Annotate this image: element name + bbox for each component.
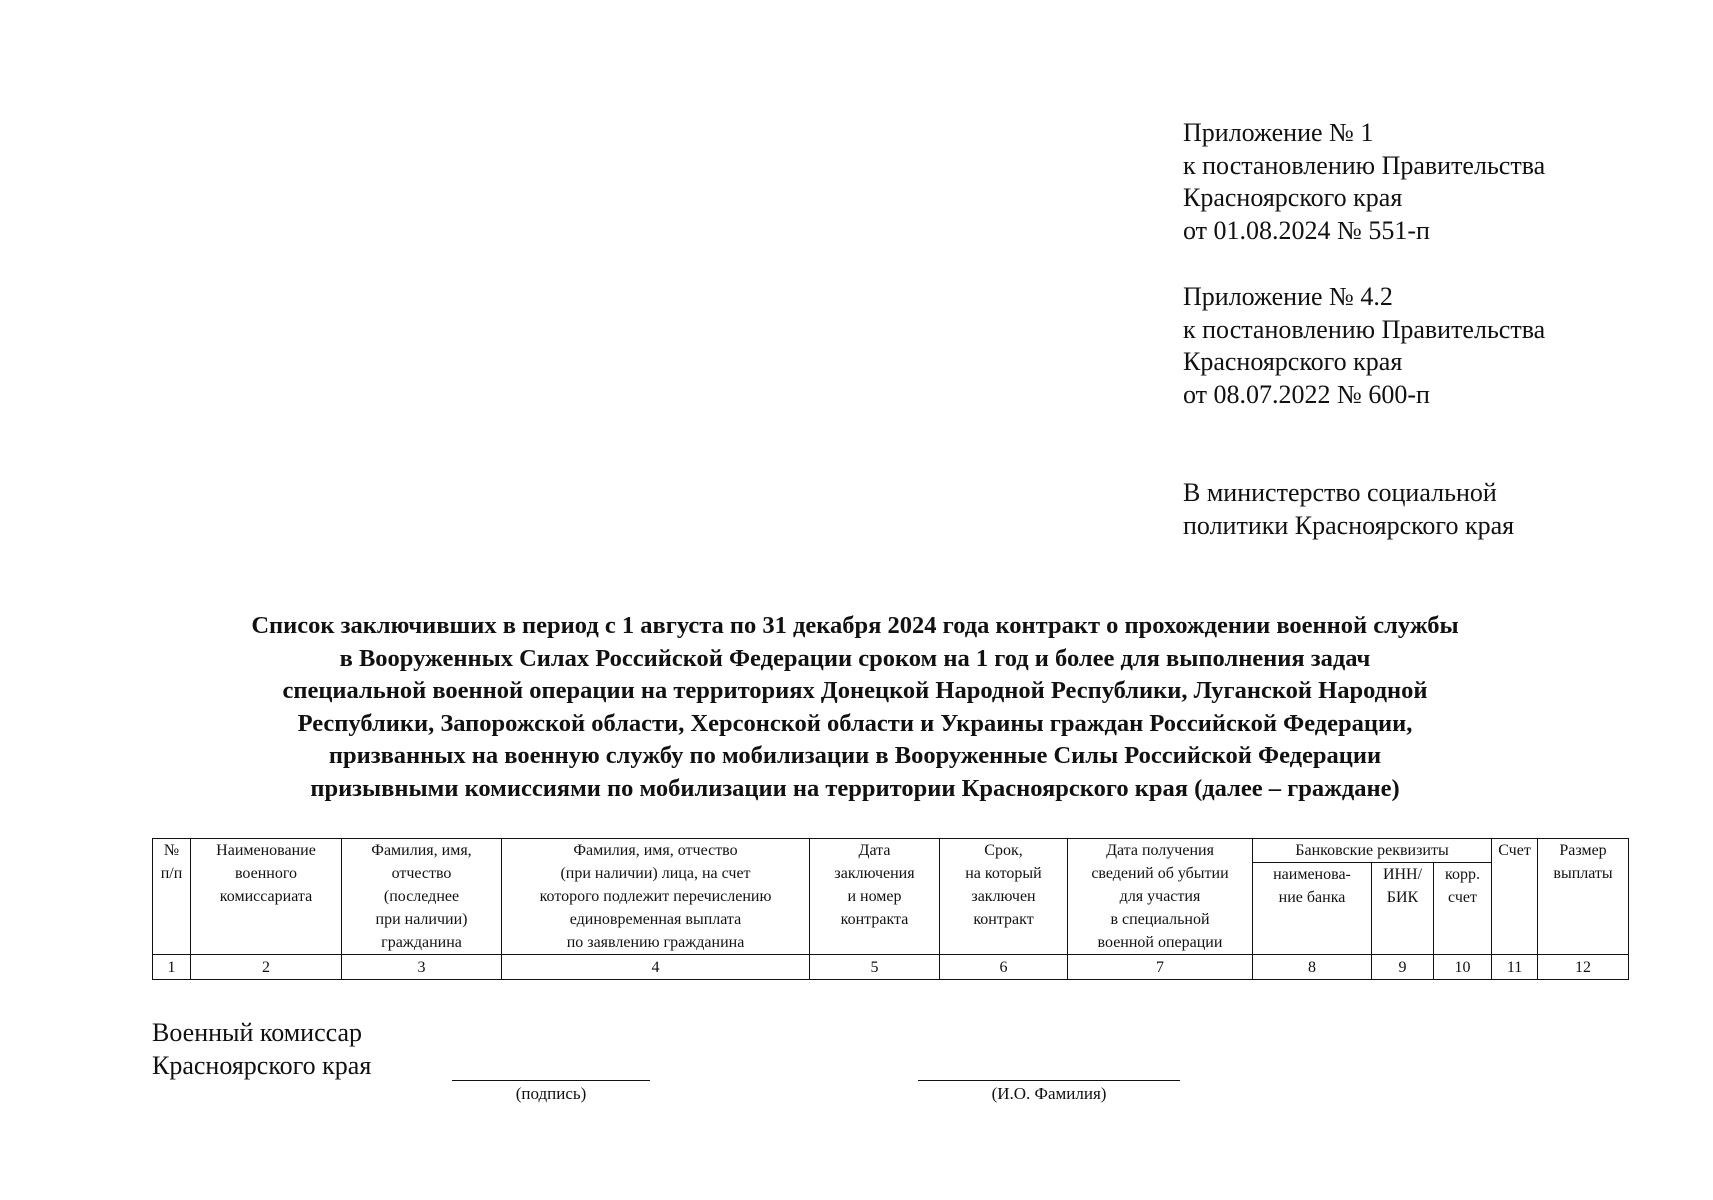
header-commissariat: Наименование военного комиссариата bbox=[191, 839, 342, 955]
title-line: в Вооруженных Силах Российской Федерации сроком на 1 год и более для выполнения задач bbox=[339, 644, 1371, 672]
appendix-2-line: к постановлению Правительства bbox=[1183, 314, 1546, 344]
header-contract-term: Срок, на который заключен контракт bbox=[940, 839, 1068, 955]
name-line bbox=[918, 1080, 1180, 1081]
column-number-cell: 5 bbox=[810, 955, 940, 980]
appendix-2-line: Приложение № 4.2 bbox=[1183, 282, 1393, 311]
citizens-list-table bbox=[152, 838, 1629, 980]
signatory-title bbox=[152, 1016, 371, 1082]
appendix-1-line: Приложение № 1 bbox=[1183, 118, 1374, 147]
addressee-block bbox=[1183, 477, 1514, 542]
column-number-cell: 8 bbox=[1253, 955, 1372, 980]
appendix-2-header bbox=[1183, 281, 1545, 411]
header-bank-details: Банковские реквизиты bbox=[1253, 839, 1492, 863]
appendix-1-header bbox=[1183, 117, 1545, 247]
column-number-cell: 2 bbox=[191, 955, 342, 980]
column-number-cell: 1 bbox=[153, 955, 191, 980]
title-line: Список заключивших в период с 1 августа по 31 декабря 2024 года контракт о прохождении военной службы bbox=[251, 612, 1459, 639]
header-bank-name: наименова- ние банка bbox=[1253, 863, 1372, 955]
header-payee-name: Фамилия, имя, отчество (при наличии) лица, на счет которого подлежит перечислению единовременная выплата по заявлению гражданина bbox=[502, 839, 810, 955]
column-number-cell: 12 bbox=[1538, 955, 1629, 980]
header-loss-info-date: Дата получения сведений об убытии для участия в специальной военной операции bbox=[1068, 839, 1253, 955]
header-inn-bik: ИНН/ БИК bbox=[1372, 863, 1434, 955]
column-number-cell: 4 bbox=[502, 955, 810, 980]
column-number-cell: 7 bbox=[1068, 955, 1253, 980]
column-number-cell: 6 bbox=[940, 955, 1068, 980]
appendix-2-line: Красноярского края bbox=[1183, 347, 1403, 376]
header-citizen-name: Фамилия, имя, отчество (последнее при наличии) гражданина bbox=[342, 839, 502, 955]
appendix-2-line: от 08.07.2022 № 600-п bbox=[1183, 379, 1430, 409]
column-number-cell: 3 bbox=[342, 955, 502, 980]
header-corr-account: корр. счет bbox=[1434, 863, 1492, 955]
header-num: № п/п bbox=[153, 839, 191, 955]
signatory-title-line: Красноярского края bbox=[152, 1051, 372, 1080]
addressee-line: В министерство социальной bbox=[1183, 478, 1497, 507]
name-caption: (И.О. Фамилия) bbox=[991, 1084, 1107, 1103]
header-payment-amount: Размер выплаты bbox=[1538, 839, 1629, 955]
title-line: Республики, Запорожской области, Херсонской области и Украины граждан Российской Федерации, bbox=[297, 709, 1413, 737]
column-number-cell: 9 bbox=[1372, 955, 1434, 980]
addressee-line: политики Красноярского края bbox=[1183, 510, 1515, 540]
header-contract-date: Дата заключения и номер контракта bbox=[810, 839, 940, 955]
title-line: призывными комиссиями по мобилизации на территории Красноярского края (далее – граждане) bbox=[310, 774, 1400, 802]
table-row bbox=[153, 955, 1629, 980]
table-header-row bbox=[153, 839, 1629, 863]
title-line: призванных на военную службу по мобилизации в Вооруженные Силы Российской Федерации bbox=[328, 742, 1382, 769]
column-number-cell: 11 bbox=[1492, 955, 1538, 980]
appendix-1-line: от 01.08.2024 № 551-п bbox=[1183, 215, 1430, 245]
appendix-1-line: Красноярского края bbox=[1183, 183, 1403, 212]
header-account: Счет bbox=[1492, 839, 1538, 955]
signature-caption: (подпись) bbox=[515, 1084, 587, 1103]
signature-line bbox=[452, 1080, 650, 1081]
appendix-1-line: к постановлению Правительства bbox=[1183, 150, 1546, 180]
column-number-cell: 10 bbox=[1434, 955, 1492, 980]
signatory-title-line: Военный комиссар bbox=[152, 1018, 363, 1047]
title-line: специальной военной операции на территориях Донецкой Народной Республики, Луганской Народной bbox=[282, 677, 1428, 704]
document-title bbox=[150, 610, 1560, 805]
